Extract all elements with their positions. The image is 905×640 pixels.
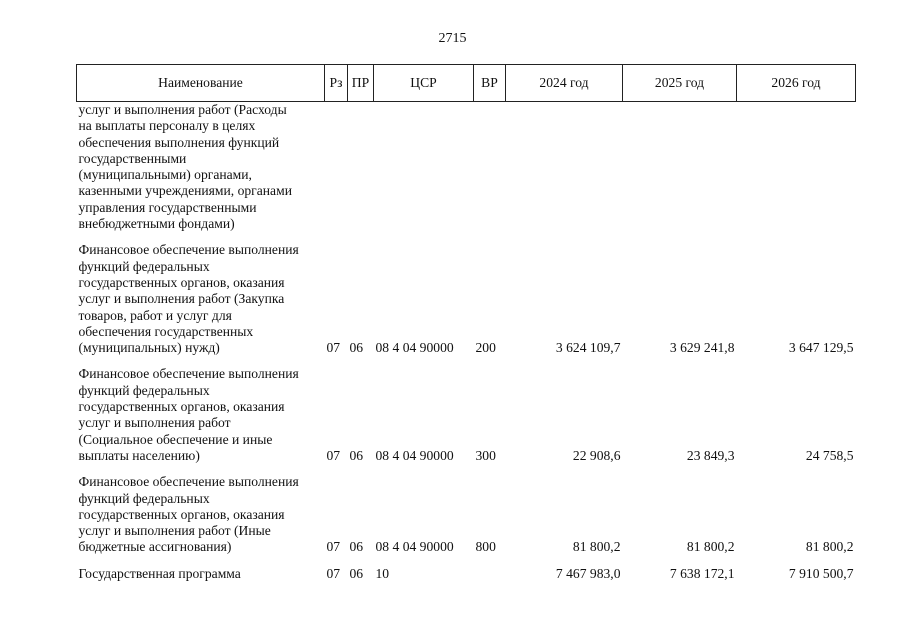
cell-csr (374, 102, 474, 233)
cell-2026: 3 647 129,5 (788, 340, 854, 356)
row-name-line: товаров, работ и услуг для (78, 307, 232, 323)
cell-2025: 81 800,2 (686, 539, 735, 555)
cell-rz (325, 102, 348, 233)
cell-2026: 24 758,5 (805, 447, 854, 463)
cell-2025: 7 638 172,1 (669, 565, 735, 581)
row-name-line: (муниципальных) нужд) (78, 340, 220, 356)
row-name-line: функций федеральных (78, 258, 210, 274)
row-name (77, 232, 325, 356)
row-name-line: обеспечения выполнения функций (78, 134, 280, 150)
row-name-line: внебюджетными фондами) (78, 216, 235, 232)
cell-vr: 300 (475, 447, 496, 463)
cell-pr (348, 102, 374, 233)
col-header-pr: ПР (348, 65, 374, 102)
table-row (77, 464, 856, 555)
cell-2024: 22 908,6 (572, 447, 621, 463)
row-name (77, 102, 325, 233)
row-name-line: Финансовое обеспечение выполнения (78, 474, 299, 490)
cell-2025: 23 849,3 (686, 447, 735, 463)
row-name-line: услуг и выполнения работ (78, 415, 231, 431)
cell-2026: 7 910 500,7 (788, 565, 854, 581)
row-name-line: функций федеральных (78, 382, 210, 398)
row-name-line: выплаты населению) (78, 447, 200, 463)
cell-rz: 07 (326, 565, 341, 581)
cell-vr (474, 102, 506, 233)
col-header-name: Наименование (77, 65, 325, 102)
row-name-line: государственными (78, 150, 187, 166)
row-name-line: государственных органов, оказания (78, 399, 285, 415)
cell-2026: 81 800,2 (805, 539, 854, 555)
row-name (77, 464, 325, 555)
row-name-line: обеспечения государственных (78, 323, 254, 339)
row-name-line: услуг и выполнения работ (Расходы (78, 102, 287, 117)
row-name (77, 556, 325, 582)
col-header-csr: ЦСР (374, 65, 474, 102)
cell-pr: 06 (349, 539, 364, 555)
cell-pr: 06 (349, 447, 364, 463)
cell-2025 (623, 102, 737, 233)
cell-rz: 07 (326, 340, 341, 356)
cell-csr: 10 (375, 565, 390, 581)
row-name-line: Государственная программа (78, 565, 241, 581)
cell-2024: 3 624 109,7 (555, 340, 621, 356)
table-row (77, 232, 856, 356)
cell-rz: 07 (326, 539, 341, 555)
cell-2024: 81 800,2 (572, 539, 621, 555)
cell-2024 (506, 102, 623, 233)
cell-vr: 200 (475, 340, 496, 356)
budget-table (76, 64, 856, 582)
row-name-line: услуг и выполнения работ (Закупка (78, 291, 285, 307)
cell-rz: 07 (326, 447, 341, 463)
col-header-2025: 2025 год (623, 65, 737, 102)
row-name-line: функций федеральных (78, 490, 210, 506)
table-row (77, 356, 856, 464)
row-name-line: (Социальное обеспечение и иные (78, 431, 273, 447)
row-name-line: государственных органов, оказания (78, 274, 285, 290)
cell-2025: 3 629 241,8 (669, 340, 735, 356)
cell-csr: 08 4 04 90000 (375, 340, 454, 356)
table-header-row (77, 65, 856, 102)
cell-2024: 7 467 983,0 (555, 565, 621, 581)
row-name-line: бюджетные ассигнования) (78, 539, 232, 555)
cell-2026 (737, 102, 856, 233)
table-row (77, 102, 856, 233)
cell-pr: 06 (349, 565, 364, 581)
row-name-line: Финансовое обеспечение выполнения (78, 242, 299, 258)
cell-vr: 800 (475, 539, 496, 555)
row-name-line: Финансовое обеспечение выполнения (78, 366, 299, 382)
row-name-line: услуг и выполнения работ (Иные (78, 523, 271, 539)
cell-csr: 08 4 04 90000 (375, 539, 454, 555)
row-name-line: государственных органов, оказания (78, 506, 285, 522)
row-name (77, 356, 325, 464)
col-header-2026: 2026 год (737, 65, 856, 102)
cell-vr (474, 556, 506, 582)
row-name-line: казенными учреждениями, органами (78, 183, 292, 199)
row-name-line: на выплаты персоналу в целях (78, 118, 256, 134)
table-row (77, 556, 856, 582)
cell-csr: 08 4 04 90000 (375, 447, 454, 463)
col-header-rz: Рз (325, 65, 348, 102)
row-name-line: (муниципальными) органами, (78, 167, 252, 183)
col-header-vr: ВР (474, 65, 506, 102)
col-header-2024: 2024 год (506, 65, 623, 102)
row-name-line: управления государственными (78, 199, 257, 215)
cell-pr: 06 (349, 340, 364, 356)
page-number: 2715 (438, 31, 467, 46)
